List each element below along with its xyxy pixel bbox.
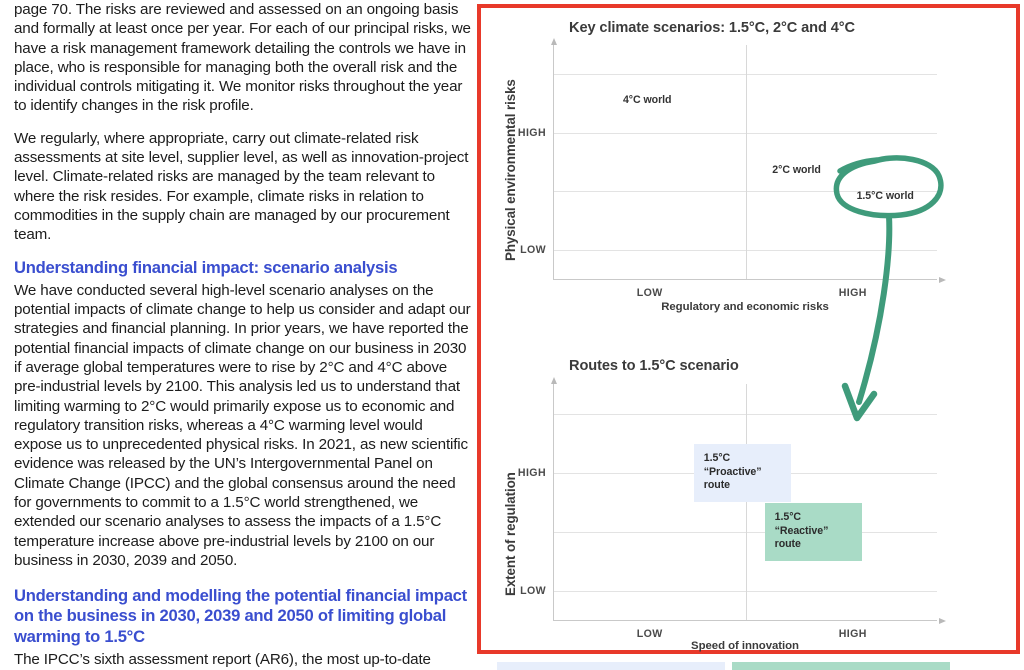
paragraph-4: The IPCC’s sixth assessment report (AR6), the most up-to-date [14,650,431,668]
x-tick-low: LOW [636,628,663,640]
chart-title: Key climate scenarios: 1.5°C, 2°C and 4°C [569,20,855,36]
y-tick-low: LOW [520,243,546,256]
x-axis-arrow-icon [939,618,946,624]
x-tick-high: HIGH [838,287,867,299]
document-text-column [14,0,474,670]
y-axis-arrow-icon [551,377,557,384]
x-tick-low: LOW [636,287,663,299]
route-box-reactive [765,503,863,561]
proactive-strip [497,662,725,670]
x-axis-label: Speed of innovation [691,640,799,652]
point-label-2c-world: 2°C world [772,164,821,177]
section-heading-scenario-analysis: Understanding financial impact: scenario analysis [14,257,398,277]
plot-area [517,384,937,640]
gridline-vertical [746,384,747,620]
x-axis-label: Regulatory and economic risks [661,301,829,313]
y-tick-high: HIGH [517,466,546,479]
chart-routes-to-1-5c [481,348,1016,652]
point-label-1-5c-world: 1.5°C world [856,190,914,203]
y-axis-label: Extent of regulation [503,472,518,596]
y-axis-label: Physical environmental risks [503,79,518,261]
y-tick-high: HIGH [517,126,546,139]
chart-title: Routes to 1.5°C scenario [569,358,739,374]
paragraph-2: We regularly, where appropriate, carry out climate-related risk assessments at site level, supplier level, as well as innovation-project level. Climate-related risks are managed by the team relevant to where the risk resides. For example, climate risks in relation to commodities in the supply chain are managed by our procurement team. [14,129,469,244]
reactive-strip [732,662,950,670]
route-label-line-1: 1.5°C “Reactive” [774,511,829,537]
y-axis-arrow-icon [551,38,557,45]
x-tick-high: HIGH [838,628,867,640]
route-label-line-2: route [703,479,731,492]
chart-key-climate-scenarios [481,8,1016,318]
point-label-4c-world: 4°C world [622,94,672,107]
plot-area [517,45,937,299]
route-box-proactive [694,444,792,502]
gridline-vertical [746,45,747,279]
y-tick-low: LOW [520,584,546,597]
paragraph-3: We have conducted several high-level scenario analyses on the potential impacts of climate change to help us consider and adapt our strategies and financial planning. In prior years, we have reported the potential financial impacts of climate change on our business in 2030 if average global temperatures were to rise by 2°C and 4°C above pre-industrial levels by 2100. This analysis led us to understand that limiting warming to 2°C would primarily expose us to economic and regulatory transition risks, whereas a 4°C warming level would expose us to unprecedented physical risks. In 2021, as new scientific evidence was released by the UN’s Intergovernmental Panel on Climate Change (IPCC) and the global consensus around the need for governments to commit to a 1.5°C world strengthened, we extended our scenario analyses to assess the impacts of a 1.5°C temperature increase above pre-industrial levels by 2100 on our business in 2030, 2039 and 2050. [14,281,471,569]
section-heading-financial-impact: Understanding and modelling the potential financial impact on the business in 2030, 2039 and 2050 of limiting global warming to 1.5°C [14,586,467,646]
x-axis-arrow-icon [939,277,946,283]
route-label-line-1: 1.5°C “Proactive” [703,452,762,478]
paragraph-1: page 70. The risks are reviewed and assessed on an ongoing basis and formally at least once per year. For each of our principal risks, we have a risk management framework detailing the controls we have in place, who is responsible for managing both the overall risk and the individual controls mitigating it. We monitor risks throughout the year to identify changes in the risk profile. [14,1,471,115]
route-label-line-2: route [774,538,801,551]
